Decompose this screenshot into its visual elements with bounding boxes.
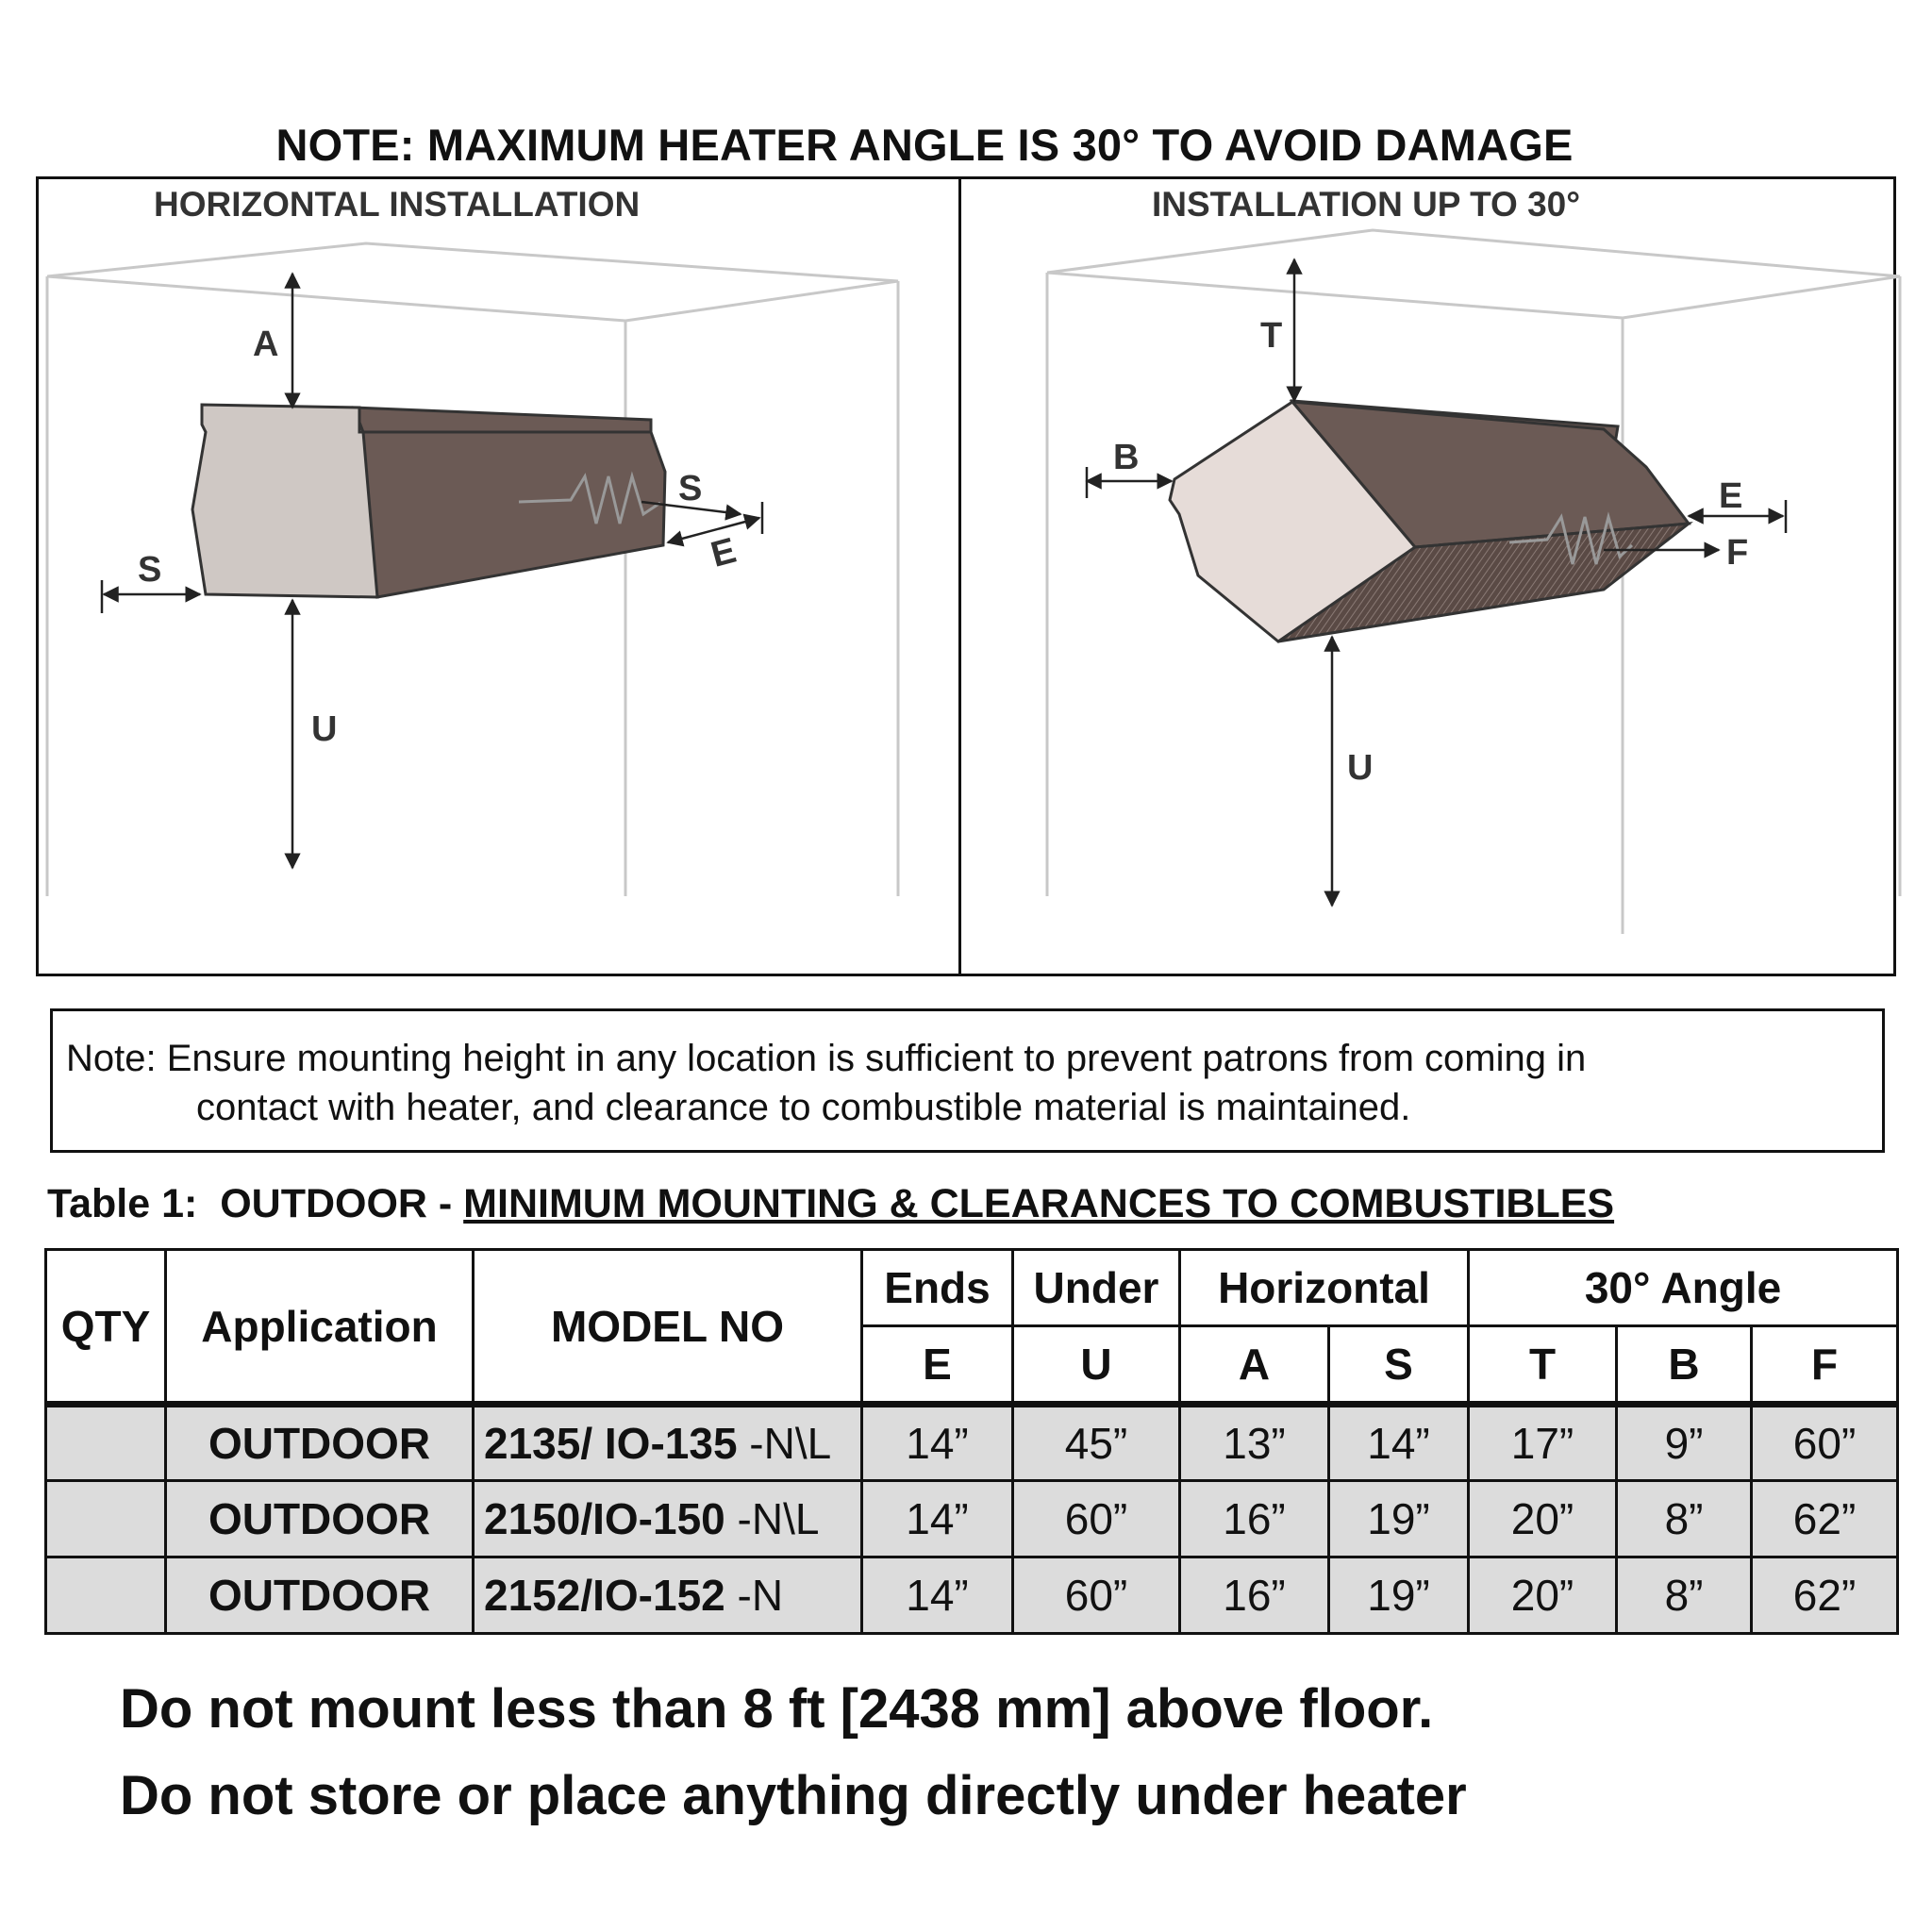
table-caption bbox=[47, 1181, 1614, 1227]
horizontal-s-cell: 19” bbox=[1329, 1481, 1469, 1557]
angle-b-cell: 8” bbox=[1617, 1481, 1752, 1557]
model-cell bbox=[474, 1557, 862, 1634]
horizontal-a-cell: 16” bbox=[1180, 1557, 1329, 1634]
ends-e-cell: 14” bbox=[862, 1481, 1013, 1557]
model-suffix: -N\L bbox=[724, 1494, 820, 1543]
angle-f-cell: 62” bbox=[1752, 1557, 1898, 1634]
table-row bbox=[46, 1557, 1898, 1634]
model-suffix: -N bbox=[724, 1571, 784, 1620]
header-application: Application bbox=[166, 1250, 474, 1405]
header-b: B bbox=[1617, 1326, 1752, 1405]
header-t: T bbox=[1469, 1326, 1617, 1405]
dim-label-s-left: S bbox=[138, 550, 162, 590]
header-s: S bbox=[1329, 1326, 1469, 1405]
dim-label-t: T bbox=[1260, 316, 1283, 356]
angle-f-cell: 60” bbox=[1752, 1405, 1898, 1481]
ends-e-cell: 14” bbox=[862, 1405, 1013, 1481]
model-cell bbox=[474, 1405, 862, 1481]
header-u: U bbox=[1013, 1326, 1180, 1405]
horizontal-s-cell: 14” bbox=[1329, 1405, 1469, 1481]
dim-label-s-right: S bbox=[678, 469, 703, 508]
note-line-1: Note: Ensure mounting height in any location is sufficient to prevent patrons from coming in bbox=[66, 1038, 1587, 1079]
dim-label-a: A bbox=[253, 325, 279, 364]
header-e: E bbox=[862, 1326, 1013, 1405]
angle-b-cell: 9” bbox=[1617, 1405, 1752, 1481]
dim-label-f: F bbox=[1726, 533, 1749, 573]
dim-label-e-right: E bbox=[1719, 476, 1743, 516]
table-row bbox=[46, 1405, 1898, 1481]
header-30-angle: 30° Angle bbox=[1469, 1250, 1898, 1326]
dim-label-b: B bbox=[1113, 438, 1140, 477]
model-number: 2152/IO-152 bbox=[484, 1571, 725, 1620]
angle-t-cell: 17” bbox=[1469, 1405, 1617, 1481]
mounting-height-note bbox=[50, 1008, 1885, 1153]
table-caption-title: MINIMUM MOUNTING & CLEARANCES TO COMBUSTIBLES bbox=[463, 1181, 1615, 1226]
horizontal-s-cell: 19” bbox=[1329, 1557, 1469, 1634]
min-height-warning: Do not mount less than 8 ft [2438 mm] above floor. bbox=[120, 1678, 1434, 1740]
header-f: F bbox=[1752, 1326, 1898, 1405]
angle-t-cell: 20” bbox=[1469, 1481, 1617, 1557]
table-row bbox=[46, 1481, 1898, 1557]
model-number: 2150/IO-150 bbox=[484, 1494, 725, 1543]
dim-label-u-right: U bbox=[1347, 748, 1374, 788]
dim-label-e-left: E bbox=[707, 530, 741, 575]
left-heater bbox=[192, 405, 665, 597]
clearances-table bbox=[44, 1248, 1899, 1635]
right-heater bbox=[1170, 401, 1689, 641]
qty-cell bbox=[46, 1557, 166, 1634]
model-suffix: -N\L bbox=[737, 1419, 832, 1468]
horizontal-installation-title: HORIZONTAL INSTALLATION bbox=[154, 185, 641, 224]
angle-f-cell: 62” bbox=[1752, 1481, 1898, 1557]
under-u-cell: 45” bbox=[1013, 1405, 1180, 1481]
application-cell: OUTDOOR bbox=[166, 1557, 474, 1634]
clear-under-heater-warning: Do not store or place anything directly under heater bbox=[120, 1765, 1467, 1826]
angle-t-cell: 20” bbox=[1469, 1557, 1617, 1634]
dim-label-u-left: U bbox=[311, 709, 338, 749]
application-cell: OUTDOOR bbox=[166, 1481, 474, 1557]
horizontal-a-cell: 16” bbox=[1180, 1481, 1329, 1557]
angle-b-cell: 8” bbox=[1617, 1557, 1752, 1634]
table-caption-prefix: Table 1: OUTDOOR - bbox=[47, 1181, 464, 1226]
qty-cell bbox=[46, 1405, 166, 1481]
header-under: Under bbox=[1013, 1250, 1180, 1326]
angled-installation-title: INSTALLATION UP TO 30° bbox=[1152, 185, 1581, 224]
application-cell: OUTDOOR bbox=[166, 1405, 474, 1481]
header-qty: QTY bbox=[46, 1250, 166, 1405]
header-ends: Ends bbox=[862, 1250, 1013, 1326]
qty-cell bbox=[46, 1481, 166, 1557]
under-u-cell: 60” bbox=[1013, 1557, 1180, 1634]
model-cell bbox=[474, 1481, 862, 1557]
under-u-cell: 60” bbox=[1013, 1481, 1180, 1557]
header-model-no: MODEL NO bbox=[474, 1250, 862, 1405]
horizontal-a-cell: 13” bbox=[1180, 1405, 1329, 1481]
header-horizontal: Horizontal bbox=[1180, 1250, 1469, 1326]
ends-e-cell: 14” bbox=[862, 1557, 1013, 1634]
model-number: 2135/ IO-135 bbox=[484, 1419, 738, 1468]
note-line-2: contact with heater, and clearance to combustible material is maintained. bbox=[196, 1087, 1411, 1128]
max-angle-note: NOTE: MAXIMUM HEATER ANGLE IS 30° TO AVOID DAMAGE bbox=[275, 120, 1574, 170]
header-a: A bbox=[1180, 1326, 1329, 1405]
